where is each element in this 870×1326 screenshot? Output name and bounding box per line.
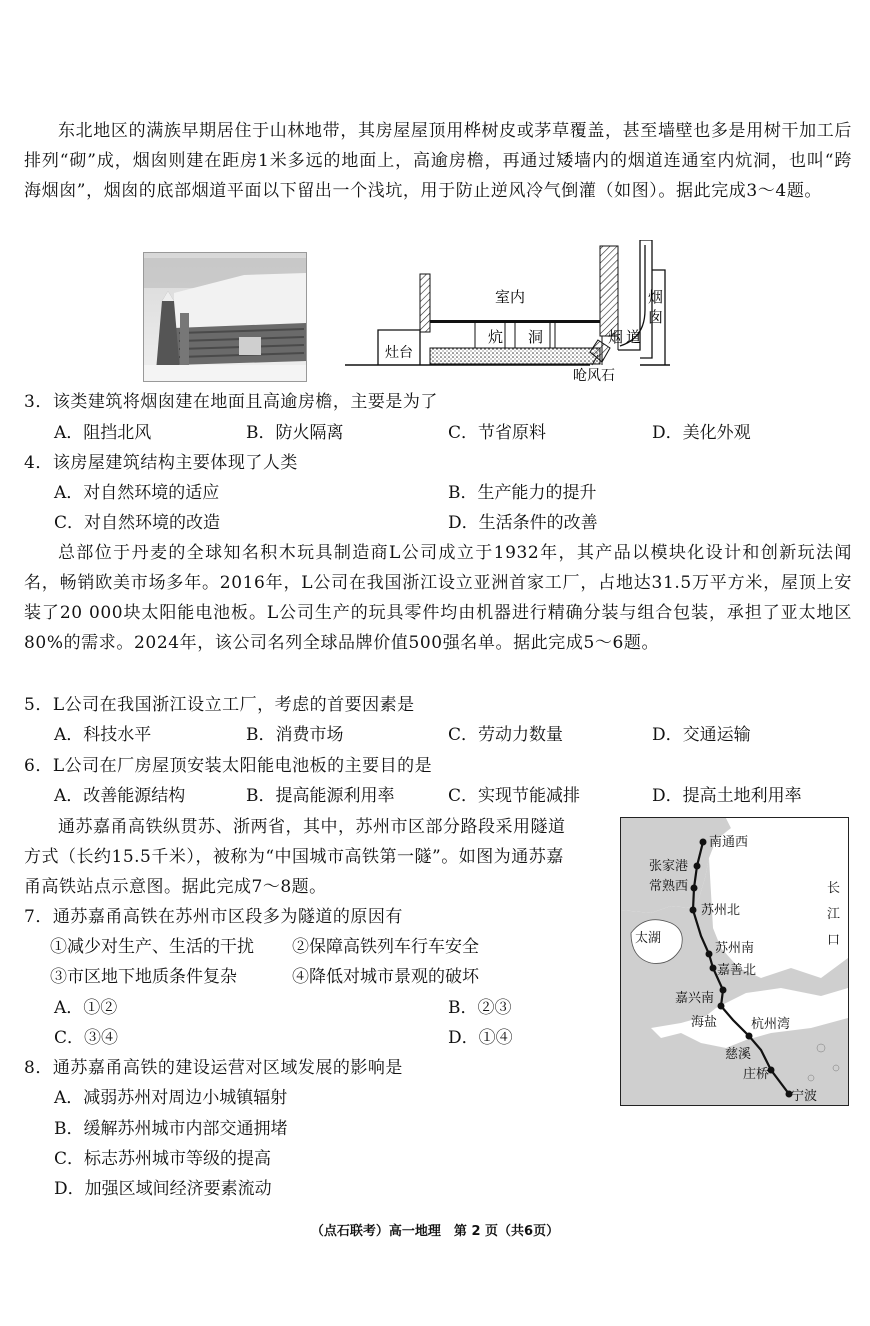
label-flue-2: 道 xyxy=(626,328,642,346)
q7-item-1: ①减少对生产、生活的干扰 xyxy=(50,937,254,957)
label-kang-2: 洞 xyxy=(528,328,544,346)
question-5-stem: 5．L公司在我国浙江设立工厂，考虑的首要因素是 xyxy=(24,695,415,715)
question-7-stem: 7．通苏嘉甬高铁在苏州市区段多为隧道的原因有 xyxy=(24,907,403,927)
q6-option-b[interactable]: B．提高能源利用率 xyxy=(246,786,395,806)
q7-option-d[interactable]: D．①④ xyxy=(448,1028,513,1048)
page-footer: （点石联考）高一地理 第 2 页（共6页） xyxy=(310,1224,560,1239)
railway-station-map xyxy=(620,817,849,1106)
q4-option-c[interactable]: C．对自然环境的改造 xyxy=(54,513,221,533)
station-cixi: 慈溪 xyxy=(725,1047,752,1062)
intro-paragraph-3-line-2: 方式（长约15.5千米），被称为“中国城市高铁第一隧”。如图为通苏嘉 xyxy=(24,847,564,867)
station-changshuxi: 常熟西 xyxy=(649,879,689,894)
q3-option-b[interactable]: B．防火隔离 xyxy=(246,423,344,443)
q5-option-c[interactable]: C．劳动力数量 xyxy=(448,725,564,745)
label-kang-1: 炕 xyxy=(488,328,504,346)
question-6-stem: 6．L公司在厂房屋顶安装太阳能电池板的主要目的是 xyxy=(24,756,433,776)
label-stove: 灶台 xyxy=(385,345,413,361)
q4-option-d[interactable]: D．生活条件的改善 xyxy=(448,513,598,533)
station-jiaxingnan: 嘉兴南 xyxy=(675,991,715,1006)
q6-option-d[interactable]: D．提高土地利用率 xyxy=(652,786,802,806)
q6-option-c[interactable]: C．实现节能减排 xyxy=(448,786,581,806)
house-photo xyxy=(143,252,307,382)
label-stone: 呛风石 xyxy=(573,368,615,384)
station-suzhoubei: 苏州北 xyxy=(701,903,741,918)
q7-option-b[interactable]: B．②③ xyxy=(448,998,512,1018)
station-jiashanbei: 嘉善北 xyxy=(717,963,757,978)
station-dot xyxy=(706,951,713,958)
label-changjiangkou-1: 长 xyxy=(827,881,841,896)
label-hangzhouwan: 杭州湾 xyxy=(751,1017,791,1032)
q7-item-2: ②保障高铁列车行车安全 xyxy=(292,937,479,957)
q8-option-c[interactable]: C．标志苏州城市等级的提高 xyxy=(54,1149,272,1169)
question-8-stem: 8．通苏嘉甬高铁的建设运营对区域发展的影响是 xyxy=(24,1058,403,1078)
label-changjiangkou-2: 江 xyxy=(827,907,841,922)
label-flue-1: 烟 xyxy=(608,328,624,346)
q3-option-d[interactable]: D．美化外观 xyxy=(652,423,751,443)
q4-option-a[interactable]: A．对自然环境的适应 xyxy=(54,483,220,503)
question-3-stem: 3．该类建筑将烟囱建在地面且高逾房檐，主要是为了 xyxy=(24,392,438,412)
label-chimney-2: 囱 xyxy=(648,308,664,326)
station-suzhounan: 苏州南 xyxy=(715,941,755,956)
q8-option-b[interactable]: B．缓解苏州城市内部交通拥堵 xyxy=(54,1119,288,1139)
station-zhuangqiao: 庄桥 xyxy=(743,1067,770,1082)
station-dot xyxy=(690,907,697,914)
q7-item-4: ④降低对城市景观的破坏 xyxy=(292,967,479,987)
q8-option-d[interactable]: D．加强区域间经济要素流动 xyxy=(54,1179,272,1199)
q4-option-b[interactable]: B．生产能力的提升 xyxy=(448,483,597,503)
q5-option-a[interactable]: A．科技水平 xyxy=(54,725,152,745)
label-room: 室内 xyxy=(495,288,526,306)
station-dot xyxy=(700,839,707,846)
intro-paragraph-1: 东北地区的满族早期居住于山林地带，其房屋屋顶用桦树皮或茅草覆盖，甚至墙壁也多是用树干加工后排列“砌”成，烟囱则建在距房1米多远的地面上，高逾房檐，再通过矮墙内的烟道连通室内炕洞，也叫“跨海烟囱”，烟囱的底部烟道平面以下留出一个浅坑，用于防止逆风冷气倒灌（如图）。据此完成3～4题。 xyxy=(24,121,852,201)
station-zhangjiagang: 张家港 xyxy=(649,859,689,874)
station-haiyan: 海盐 xyxy=(691,1015,718,1030)
station-dot xyxy=(710,965,717,972)
station-dot xyxy=(691,885,698,892)
station-dot xyxy=(718,1003,725,1010)
q6-option-a[interactable]: A．改善能源结构 xyxy=(54,786,186,806)
q3-option-c[interactable]: C．节省原料 xyxy=(448,423,547,443)
q3-option-a[interactable]: A．阻挡北风 xyxy=(54,423,152,443)
station-dot xyxy=(746,1033,753,1040)
q7-item-3: ③市区地下地质条件复杂 xyxy=(50,967,237,987)
label-chimney-1: 烟 xyxy=(648,288,664,306)
station-nantongxi: 南通西 xyxy=(709,835,749,850)
question-4-stem: 4．该房屋建筑结构主要体现了人类 xyxy=(24,453,298,473)
intro-paragraph-2: 总部位于丹麦的全球知名积木玩具制造商L公司成立于1932年，其产品以模块化设计和创新玩法闻名，畅销欧美市场多年。2016年，L公司在我国浙江设立亚洲首家工厂，占地达31.5万平方米，屋顶上安装了20 000块太阳能电池板。L公司生产的玩具零件均由机器进行精确分装与组合包装，承担了亚太地区80%的需求。2024年，该公司名列全球品牌价值500强名单。据此完成5～6题。 xyxy=(24,543,852,653)
label-changjiangkou-3: 口 xyxy=(827,933,841,948)
kang-cross-section-diagram xyxy=(340,240,670,390)
intro-paragraph-3-line-1: 通苏嘉甬高铁纵贯苏、浙两省，其中，苏州市区部分路段采用隧道 xyxy=(58,817,566,837)
station-dot xyxy=(720,987,727,994)
station-ningbo: 宁波 xyxy=(791,1089,818,1104)
q7-option-c[interactable]: C．③④ xyxy=(54,1028,119,1048)
label-taihu: 太湖 xyxy=(635,931,662,946)
intro-paragraph-3-line-3: 甬高铁站点示意图。据此完成7～8题。 xyxy=(24,877,327,897)
q8-option-a[interactable]: A．减弱苏州对周边小城镇辐射 xyxy=(54,1088,288,1108)
q5-option-b[interactable]: B．消费市场 xyxy=(246,725,344,745)
q7-option-a[interactable]: A．①② xyxy=(54,998,118,1018)
q5-option-d[interactable]: D．交通运输 xyxy=(652,725,751,745)
station-dot xyxy=(694,863,701,870)
